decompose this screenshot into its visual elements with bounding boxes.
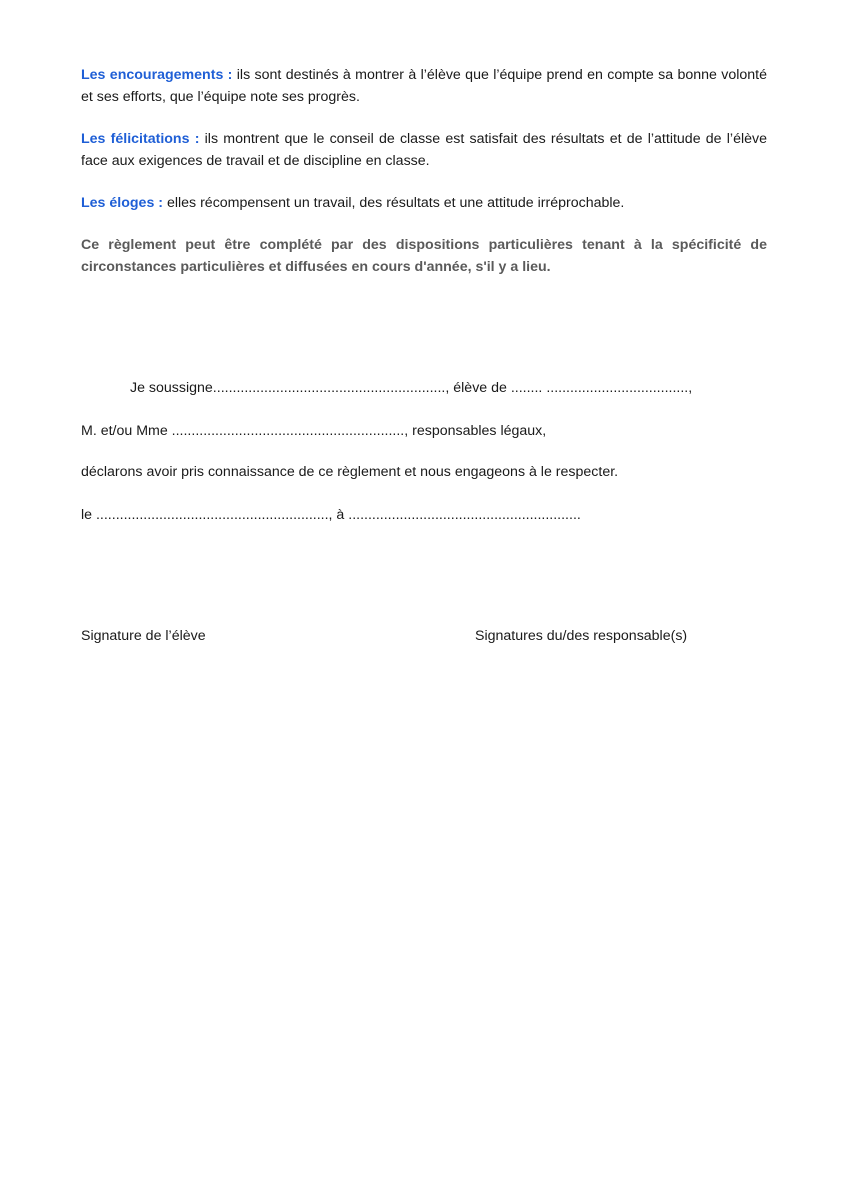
definition-text-felicitations: ils montrent que le conseil de classe est satisfait des résultats et de l’attitude de l’élève face aux exigences de travail et de discipline en classe. bbox=[81, 131, 768, 169]
definition-felicitations bbox=[81, 128, 767, 172]
term-encouragements: Les encouragements : bbox=[81, 67, 233, 83]
regulation-note: Ce règlement peut être complété par des dispositions particulières tenant à la spécificité de circonstances particulières et diffusées en cours d'année, s'il y a lieu. bbox=[81, 237, 767, 275]
signature-guardians-label: Signatures du/des responsable(s) bbox=[475, 628, 688, 644]
declaration-guardians-line: M. et/ou Mme ..........................................................., responsables légaux, bbox=[81, 423, 547, 439]
definition-text-eloges: elles récompensent un travail, des résultats et une attitude irréprochable. bbox=[163, 195, 625, 211]
definition-text-encouragements: ils sont destinés à montrer à l’élève que l’équipe prend en compte sa bonne volonté et ses efforts, que l’équipe note ses progrès. bbox=[81, 67, 767, 105]
definition-eloges bbox=[81, 192, 767, 214]
term-felicitations: Les félicitations : bbox=[81, 131, 200, 147]
declaration-student-line: Je soussigne..........................................................., élève de ........ ...................................., bbox=[130, 380, 693, 396]
term-eloges: Les éloges : bbox=[81, 195, 164, 211]
declaration-date-place-line: le ..........................................................., à ........................................................... bbox=[81, 507, 581, 523]
declaration-statement: déclarons avoir pris connaissance de ce règlement et nous engageons à le respecter. bbox=[81, 464, 619, 480]
definition-encouragements bbox=[81, 64, 767, 108]
signature-student-label: Signature de l’élève bbox=[81, 628, 206, 644]
